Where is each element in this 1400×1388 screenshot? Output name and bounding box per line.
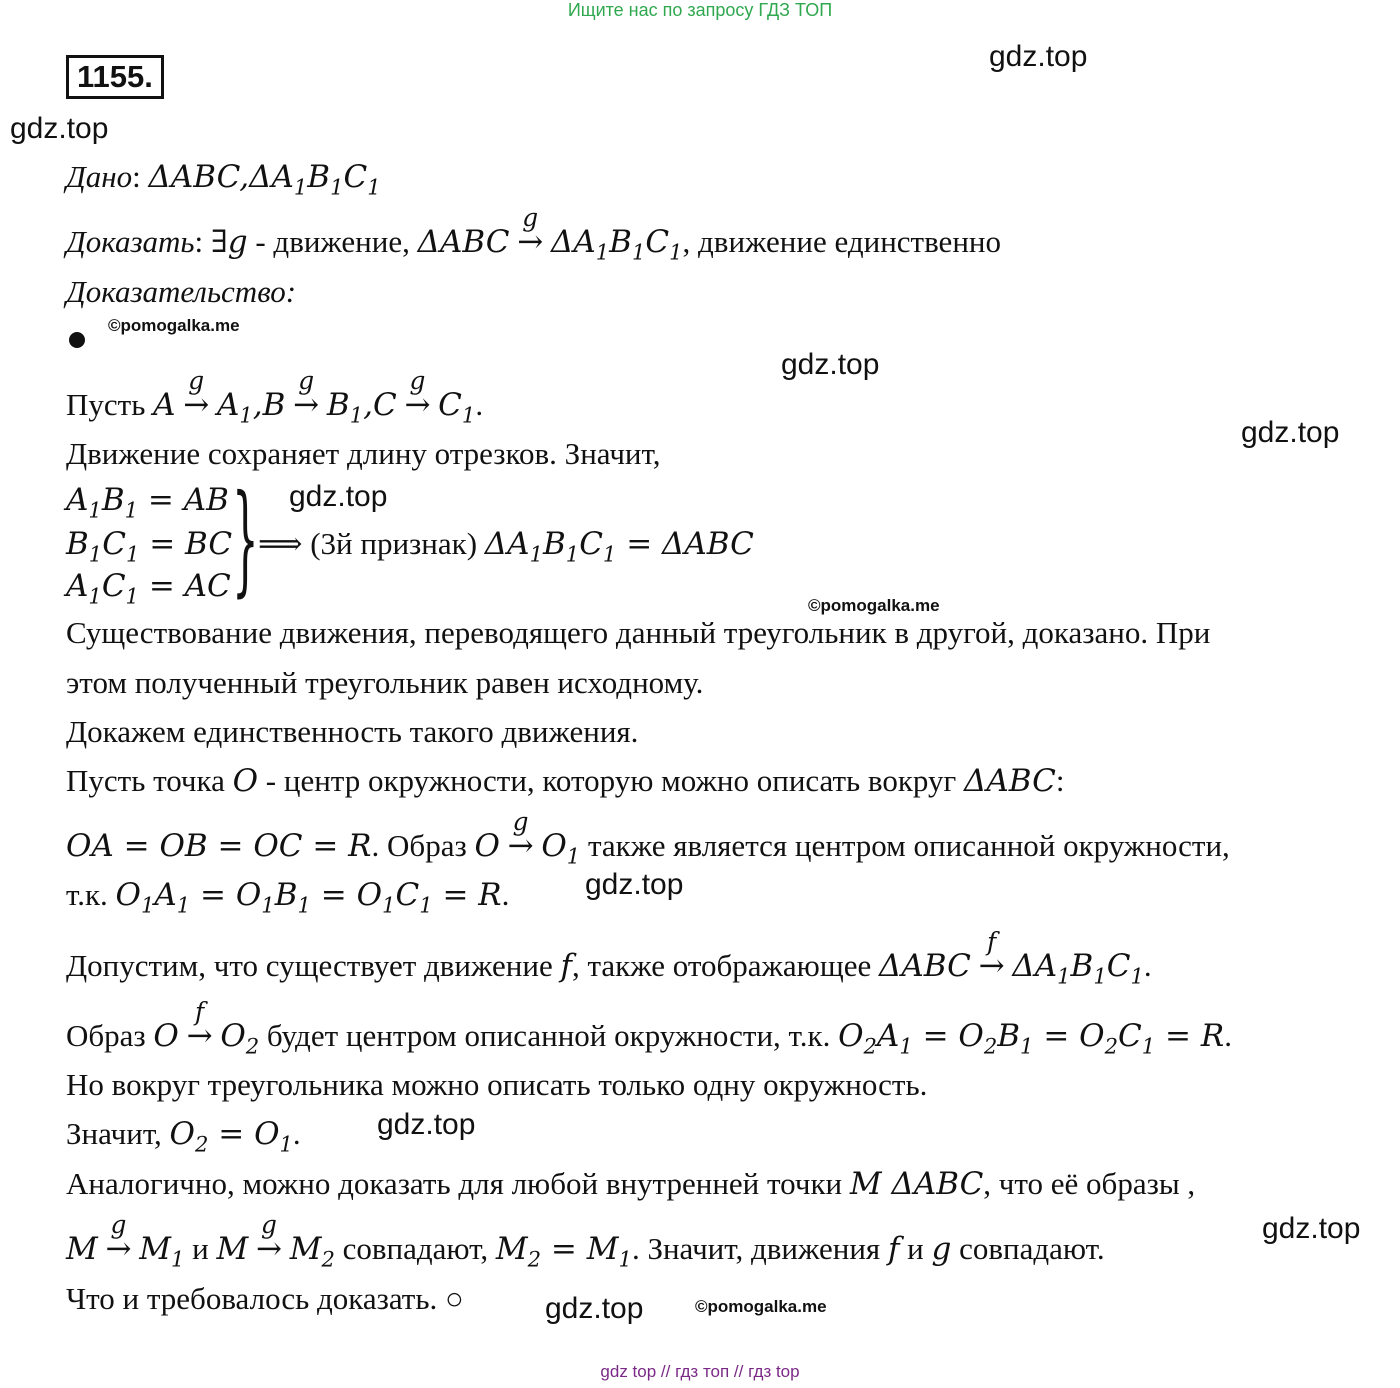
- watermark: gdz.top: [10, 112, 109, 145]
- watermark: gdz.top: [377, 1108, 476, 1141]
- let-line: Пусть A g → $A_1,B$ g → $B_1,C$ g → $C_1$.: [66, 366, 484, 428]
- tk-line: т.к. $O_1A_1 = O_1B_1 = O_1C_1 = R$.: [66, 877, 510, 918]
- prove-line: Доказать: ∃g - движение, ΔABC g → $\Delta A_1B_1C_1$, движение единственно: [66, 203, 1001, 265]
- brace-icon: }: [232, 470, 259, 609]
- suppose-line: Допустим, что существует движение f, также отображающее ΔABC f → $\Delta A_1B_1C_1$.: [66, 927, 1152, 989]
- watermark: gdz.top: [989, 40, 1088, 73]
- watermark: gdz.top: [781, 348, 880, 381]
- radius-line: OA = OB = OC = R. Образ O g → $O_1$ также является центром описанной окружности,: [66, 807, 1230, 869]
- equation-1: $A_1B_1$ = AB: [66, 482, 229, 523]
- given-label: Дано: [66, 159, 133, 194]
- watermark: gdz.top: [289, 480, 388, 513]
- footer-links[interactable]: gdz top // гдз топ // гдз top: [600, 1362, 800, 1381]
- pomogalka-watermark: ©pomogalka.me: [695, 1297, 827, 1316]
- similarly-line: Аналогично, можно доказать для любой внутренней точки M ΔABC, что её образы ,: [66, 1166, 1196, 1202]
- equation-2: $B_1C_1$ = BC: [66, 526, 233, 567]
- uniqueness-line: Докажем единственность такого движения.: [66, 714, 639, 749]
- preserve-line: Движение сохраняет длину отрезков. Значит,: [66, 436, 661, 471]
- only-one-line: Но вокруг треугольника можно описать только одну окружность.: [66, 1067, 928, 1102]
- pomogalka-watermark: ©pomogalka.me: [108, 316, 240, 335]
- bullet-icon: [69, 332, 85, 348]
- existence-line-2: этом полученный треугольник равен исходному.: [66, 665, 704, 700]
- proof-label: Доказательство:: [66, 274, 297, 309]
- prove-label: Доказать: [66, 224, 195, 259]
- watermark: gdz.top: [585, 868, 684, 901]
- conclusion-line: ⟹ (3й признак) $\Delta A_1B_1C_1 = \Delta ABC$: [258, 526, 754, 567]
- existence-line-1: Существование движения, переводящего данный треугольник в другой, доказано. При: [66, 615, 1211, 650]
- image-o2-line: Образ O f → $O_2$ будет центром описанной окружности, т.к. $O_2A_1 = O_2B_1 = O_2C_1 = R$.: [66, 997, 1232, 1059]
- task-number: 1155.: [66, 55, 164, 99]
- given-line: Дано: $\Delta ABC,\Delta A_1B_1C_1$: [66, 159, 381, 200]
- equation-3: $A_1C_1$ = AC: [66, 568, 231, 609]
- watermark: gdz.top: [545, 1292, 644, 1325]
- watermark: gdz.top: [1262, 1212, 1361, 1245]
- therefore-line: Значит, $O_2 = O_1$.: [66, 1116, 301, 1157]
- coincide-line: M g → $M_1$ и M g → $M_2$ совпадают, $M_2 = M_1$. Значит, движения f и g совпадают.: [66, 1210, 1105, 1272]
- watermark: gdz.top: [1241, 416, 1340, 449]
- top-banner[interactable]: Ищите нас по запросу ГДЗ ТОП: [567, 0, 833, 20]
- center-line: Пусть точка O - центр окружности, которую можно описать вокруг ΔABC:: [66, 763, 1065, 799]
- qed-line: Что и требовалось доказать. ○: [66, 1281, 464, 1316]
- pomogalka-watermark: ©pomogalka.me: [808, 596, 940, 615]
